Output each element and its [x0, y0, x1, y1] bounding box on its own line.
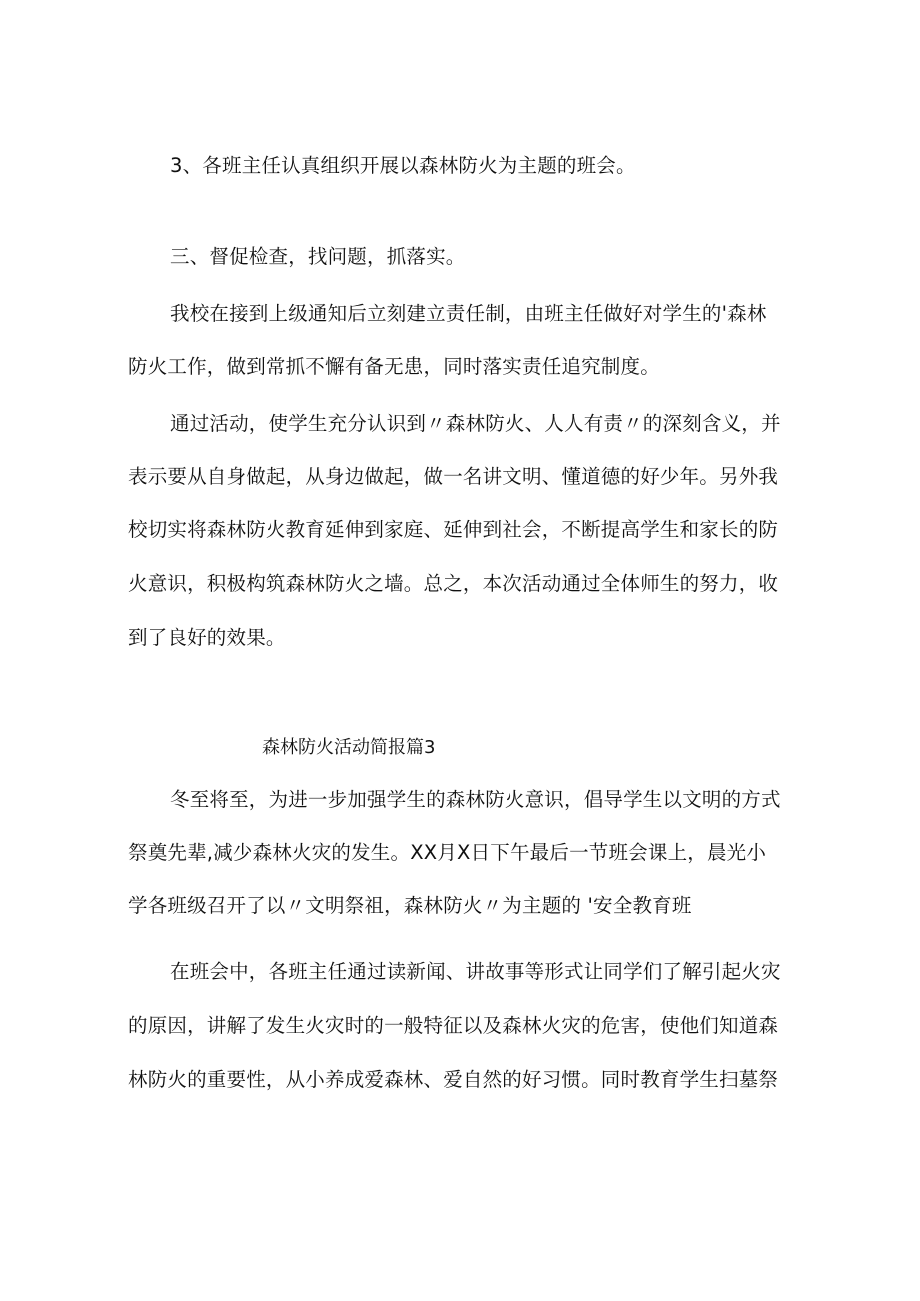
text-line: 的原因，讲解了发生火灾时的一般特征以及森林火灾的危害，使他们知道森 — [128, 1014, 779, 1037]
text-line: 冬至将至，为进一步加强学生的森林防火意识，倡导学生以文明的方式 — [170, 788, 781, 811]
text-line: 祭奠先辈,减少森林火灾的发生。XX月X日下午最后一节班会课上，晨光小 — [128, 841, 767, 864]
text-line: 火意识，积极构筑森林防火之墙。总之，本次活动通过全体师生的努力，收 — [128, 572, 779, 595]
text-line: 防火工作，做到常抓不懈有备无患，同时落实责任追究制度。 — [128, 355, 660, 378]
text-line: 我校在接到上级通知后立刻建立责任制，由班主任做好对学生的'森林 — [170, 302, 767, 325]
text-line: 校切实将森林防火教育延伸到家庭、延伸到社会，不断提高学生和家长的防 — [128, 518, 779, 541]
article-title: 森林防火活动简报篇3 — [262, 737, 436, 758]
text-line: 通过活动，使学生充分认识到〃森林防火、人人有责〃的深刻含义，并 — [170, 412, 781, 435]
text-line: 表示要从自身做起，从身边做起，做一名讲文明、懂道德的好少年。另外我 — [128, 465, 779, 488]
text-line: 林防火的重要性，从小养成爱森林、爱自然的好习惯。同时教育学生扫墓祭 — [128, 1068, 779, 1091]
text-line: 学各班级召开了以〃文明祭祖，森林防火〃为主题的 '安全教育班 — [128, 894, 692, 917]
list-item-3: 3、各班主任认真组织开展以森林防火为主题的班会。 — [170, 154, 636, 177]
section-heading: 三、督促检查，找问题，抓落实。 — [170, 245, 466, 268]
text-line: 到了良好的效果。 — [128, 626, 286, 649]
text-line: 在班会中，各班主任通过读新闻、讲故事等形式让同学们了解引起火灾 — [170, 960, 781, 983]
